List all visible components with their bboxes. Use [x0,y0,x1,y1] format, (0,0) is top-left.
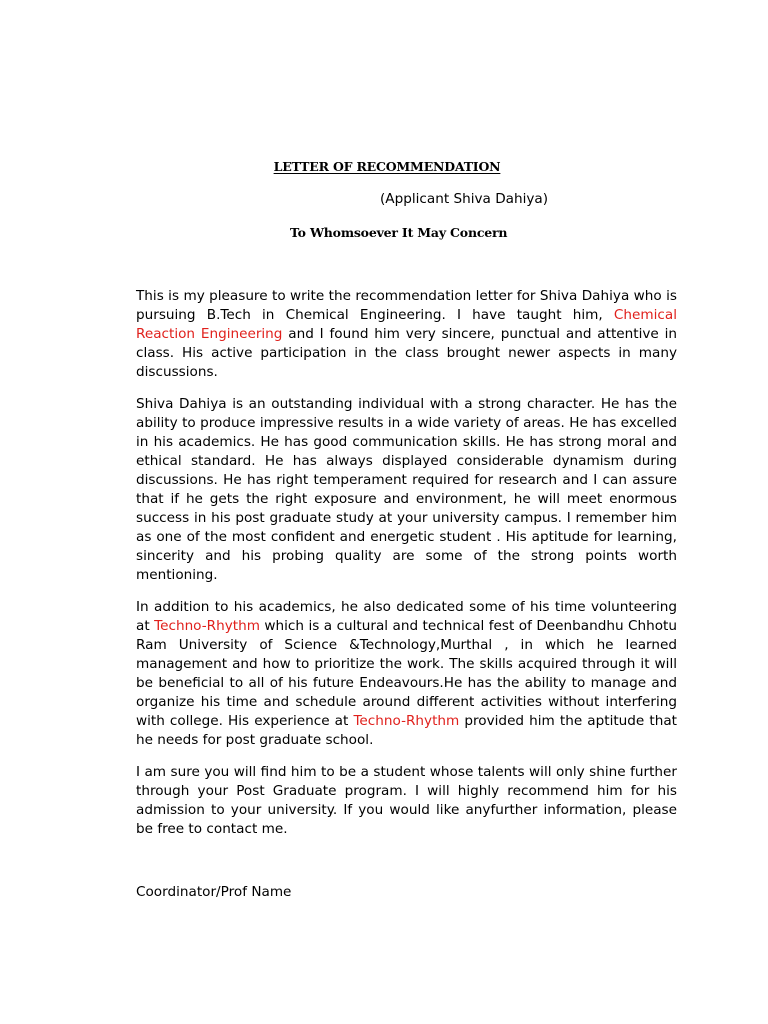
fest-name-highlight-2: Techno-Rhythm [353,713,460,729]
paragraph-4: I am sure you will find him to be a student whose talents will only shine further through your Post Graduate program. I will highly recommend him for his admission to your university. If you would like anyfurther information, please be free to contact me. [136,764,677,837]
paragraph-3-text-a: In addition to his academics, he also dedicated some of his time volunteering at [136,599,677,634]
paragraph-2: Shiva Dahiya is an outstanding individual with a strong character. He has the ability to produce impressive results in a wide variety of areas. He has excelled in his academics. He has good communication skills. He has strong moral and ethical standard. He has always displayed considerable dynamism during discussions. He has right temperament required for research and I can assure that if he gets the right exposure and environment, he will meet enormous success in his post graduate study at your university campus. I remember him as one of the most confident and energetic student . His aptitude for learning, sincerity and his probing quality are some of the strong points worth mentioning. [136,396,677,583]
paragraph-1-text-b: and I found him very sincere, punctual and attentive in class. His active participation in the class brought newer aspects in many discussions. [136,326,677,380]
paragraph-3-text-c: provided him the aptitude that he needs for post graduate school. [136,713,677,748]
paragraph-1 [136,287,677,382]
paragraph-3 [136,598,677,750]
salutation: To Whomsoever It May Concern [290,225,508,240]
paragraph-1-text-a: This is my pleasure to write the recommendation letter for Shiva Dahiya who is pursuing B.Tech in Chemical Engineering. I have taught him, [136,288,677,323]
applicant-line: (Applicant Shiva Dahiya) [380,191,549,207]
letter-body [136,287,677,852]
fest-name-highlight-1: Techno-Rhythm [154,618,260,634]
paragraph-3-text-b: which is a cultural and technical fest of Deenbandhu Chhotu Ram University of Science &Technology,Murthal , in which he learned management and how to prioritize the work. The skills acquired through it will be beneficial to all of his future Endeavours.He has the ability to manage and organize his time and schedule around different activities without interfering with college. His experience at [136,618,678,729]
letter-title: LETTER OF RECOMMENDATION [273,159,501,174]
signature-line: Coordinator/Prof Name [136,884,292,900]
course-name-highlight: Chemical Reaction Engineering [136,307,677,342]
